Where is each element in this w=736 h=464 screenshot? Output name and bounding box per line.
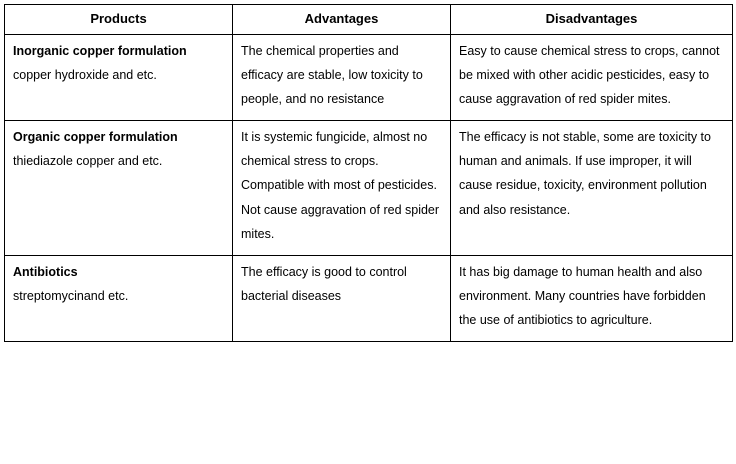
comparison-table bbox=[4, 4, 733, 342]
product-name: Inorganic copper formulation bbox=[13, 43, 187, 58]
product-examples: thiediazole copper and etc. bbox=[13, 154, 163, 168]
advantages-cell bbox=[233, 255, 451, 341]
advantages-cell bbox=[233, 34, 451, 120]
disadvantages-text: Easy to cause chemical stress to crops, cannot be mixed with other acidic pesticides, easy to cause aggravation of red spider mites. bbox=[459, 43, 720, 107]
header-row bbox=[5, 5, 733, 35]
product-cell bbox=[5, 255, 233, 341]
product-examples: streptomycinand etc. bbox=[13, 288, 129, 303]
disadvantages-text: It has big damage to human health and also environment. Many countries have forbidden the use of antibiotics to agriculture. bbox=[459, 264, 706, 328]
disadvantages-cell bbox=[451, 255, 733, 341]
column-header-products: Products bbox=[5, 5, 233, 35]
table-body bbox=[5, 34, 733, 341]
disadvantages-text: The efficacy is not stable, some are toxicity to human and animals. If use improper, it will cause residue, toxicity, environment pollution and also resistance. bbox=[459, 129, 711, 217]
disadvantages-cell bbox=[451, 120, 733, 255]
column-header-disadvantages: Disadvantages bbox=[451, 5, 733, 35]
product-cell bbox=[5, 120, 233, 255]
advantages-text: The chemical properties and efficacy are stable, low toxicity to people, and no resistance bbox=[241, 43, 423, 107]
product-name: Organic copper formulation bbox=[13, 129, 178, 144]
advantages-text: The efficacy is good to control bacterial diseases bbox=[241, 264, 407, 303]
product-cell bbox=[5, 34, 233, 120]
column-header-advantages: Advantages bbox=[233, 5, 451, 35]
product-name: Antibiotics bbox=[13, 264, 78, 279]
table-row bbox=[5, 255, 733, 341]
table-row bbox=[5, 120, 733, 255]
table-row bbox=[5, 34, 733, 120]
disadvantages-cell bbox=[451, 34, 733, 120]
product-examples: copper hydroxide and etc. bbox=[13, 67, 157, 82]
advantages-cell bbox=[233, 120, 451, 255]
advantages-text: It is systemic fungicide, almost no chemical stress to crops. Compatible with most of pesticides. Not cause aggravation of red spider mites. bbox=[241, 129, 440, 242]
table-header bbox=[5, 5, 733, 35]
